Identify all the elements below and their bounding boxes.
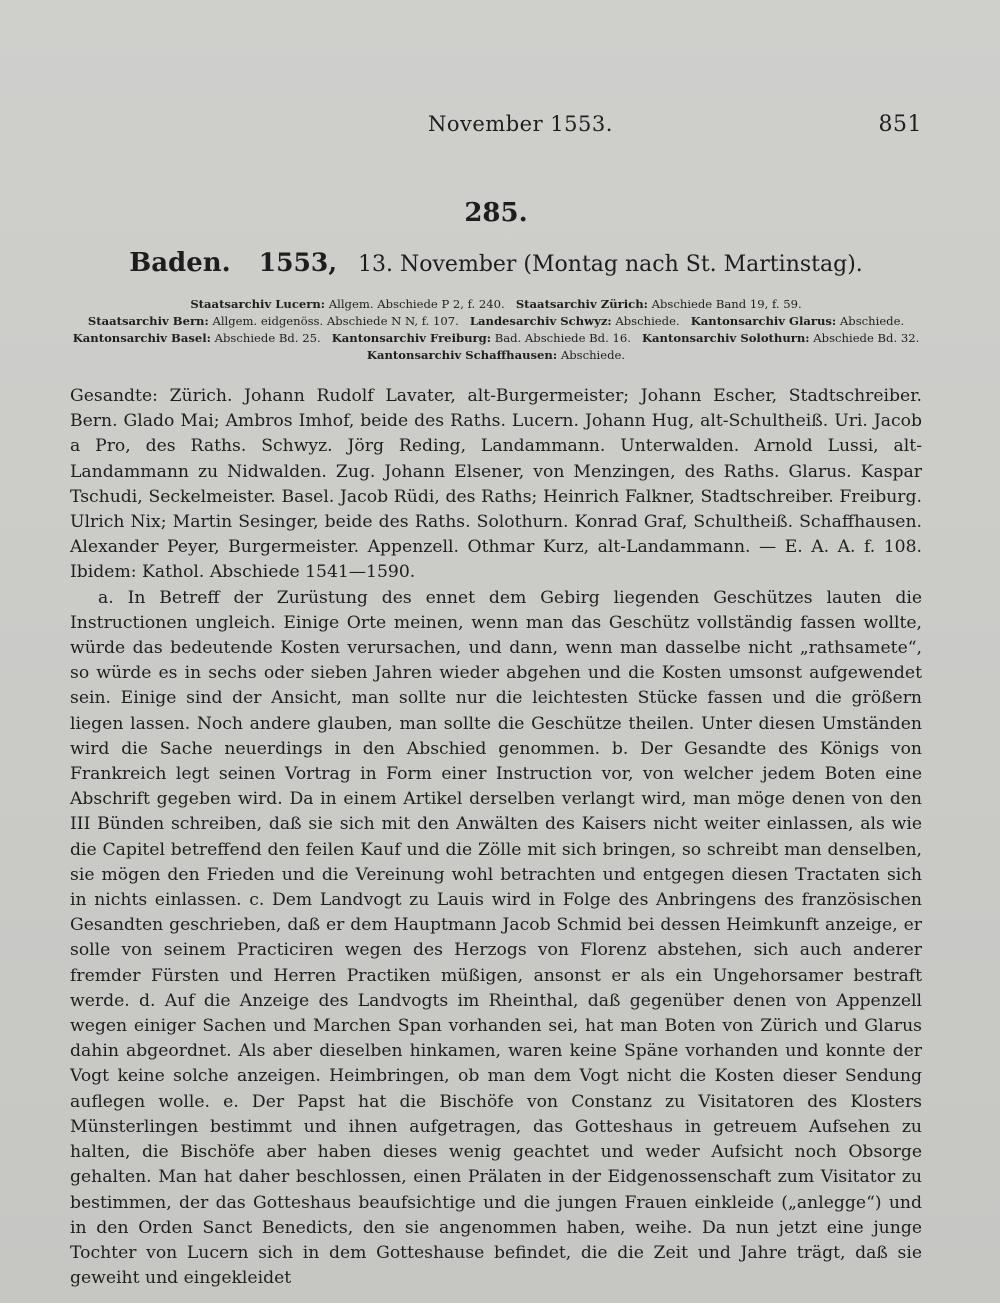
archive-ref: Abschiede. [560,348,626,362]
document-heading [70,248,922,278]
archive-ref: Abschiede Bd. 25. [214,331,321,345]
archive-name: Kantonsarchiv Basel: [72,331,211,345]
heading-year: 1553, [258,248,338,277]
running-head [70,112,922,152]
document-number: 285. [464,198,528,228]
archive-ref: Allgem. eidgenöss. Abschiede N N, f. 107. [212,314,459,328]
delegates-paragraph: Gesandte: Zürich. Johann Rudolf Lavater, alt-Burgermeister; Johann Escher, Stadtschreiber. Bern. Glado Mai; Ambros Imhof, beide des Raths. Lucern. Johann Hug, alt-Schultheiß. Uri. Jacob a Pro, des Raths. Schwyz. Jörg Reding, Landammann. Unterwalden. Arnold Lussi, alt-Landammann zu Nidwalden. Zug. Johann Elsener, von Menzingen, des Raths. Glarus. Kaspar Tschudi, Seckelmeister. Basel. Jacob Rüdi, des Raths; Heinrich Falkner, Stadtschreiber. Freiburg. Ulrich Nix; Martin Sesinger, beide des Raths. Solothurn. Konrad Graf, Schultheiß. Schaffhausen. Alexander Peyer, Burgermeister. Appenzell. Othmar Kurz, alt-Landammann. — E. A. A. f. 108. Ibidem: Kathol. Abschiede 1541—1590. [70,386,922,583]
running-title: November 1553. [428,112,613,136]
resolutions-paragraph: a. In Betreff der Zurüstung des ennet dem Gebirg liegenden Geschützes lauten die Instructionen ungleich. Einige Orte meinen, wenn man das Geschütz vollständig fassen wollte, würde das bedeutende Kosten verursachen, und dann, wenn man dasselbe nicht „rathsamete“, so würde es in sechs oder sieben Jahren wieder abgehen und die Kosten umsonst aufgewendet sein. Einige sind der Ansicht, man sollte nur die leichtesten Stücke fassen und die größern liegen lassen. Noch andere glauben, man sollte die Geschütze theilen. Unter diesen Umständen wird die Sache neuerdings in den Abschied genommen. b. Der Gesandte des Königs von Frankreich legt seinen Vortrag in Form einer Instruction vor, von welcher jedem Boten eine Abschrift gegeben wird. Da in einem Artikel derselben verlangt wird, man möge denen von den III Bünden schreiben, daß sie sich mit den Anwälten des Kaisers nicht weiter einlassen, als wie die Capitel betreffend den feilen Kauf und die Zölle mit sich bringen, so schreibt man denselben, sie mögen den Frieden und die Vereinung wohl betrachten und entgegen diesen Tractaten sich in nichts einlassen. c. Dem Landvogt zu Lauis wird in Folge des Anbringens des französischen Gesandten geschrieben, daß er dem Hauptmann Jacob Schmid bei dessen Heimkunft anzeige, er solle von seinem Practiciren wegen des Herzogs von Florenz abstehen, sich auch anderer fremder Fürsten und Herren Practiken müßigen, ansonst er als ein Ungehorsamer bestraft werde. d. Auf die Anzeige des Landvogts im Rheinthal, daß gegenüber denen von Appenzell wegen einiger Sachen und Marchen Span vorhanden sei, hat man Boten von Zürich und Glarus dahin abgeordnet. Als aber dieselben hinkamen, waren keine Späne vorhanden und konnte der Vogt keine solche anzeigen. Heimbringen, ob man dem Vogt nicht die Kosten dieser Sendung auflegen wolle. e. Der Papst hat die Bischöfe von Constanz zu Visitatoren des Klosters Münsterlingen bestimmt und ihnen aufgetragen, das Gotteshaus in getreuem Aufsehen zu halten, die Bischöfe aber haben dieses wenig geachtet und weder Aufsicht noch Obsorge gehalten. Man hat daher beschlossen, einen Prälaten in der Eidgenossenschaft zum Visitator zu bestimmen, der das Gotteshaus beaufsichtige und die jungen Frauen einkleide („anlegge“) und in den Orden Sanct Benedicts, den sie angenommen haben, weihe. Da nun jetzt eine junge Tochter von Lucern sich in dem Gotteshause befindet, die die Zeit und Jahre trägt, daß sie geweiht und eingekleidet [70,587,922,1289]
archive-name: Kantonsarchiv Freiburg: [331,331,491,345]
heading-date: 13. November (Montag nach St. Martinstag). [358,252,863,277]
archive-ref: Abschiede. [615,314,680,328]
archive-name: Kantonsarchiv Schaffhausen: [366,348,558,362]
archive-ref: Abschiede. [839,314,905,328]
page-number: 851 [878,112,922,137]
archive-name: Staatsarchiv Lucern: [190,297,326,311]
archive-ref: Abschiede Band 19, f. 59. [651,297,802,311]
source-line [70,296,922,313]
document-body [70,384,922,1291]
heading-place: Baden. [129,248,231,278]
archive-ref: Bad. Abschiede Bd. 16. [494,331,631,345]
archive-ref: Allgem. Abschiede P 2, f. 240. [328,297,505,311]
archive-name: Staatsarchiv Zürich: [515,297,648,311]
archive-name: Kantonsarchiv Solothurn: [641,331,810,345]
archive-name: Landesarchiv Schwyz: [469,314,612,328]
archive-ref: Abschiede Bd. 32. [813,331,920,345]
source-line [70,347,922,364]
source-line [70,330,922,347]
archive-name: Staatsarchiv Bern: [87,314,209,328]
archive-sources [70,296,922,364]
source-line [70,313,922,330]
archive-name: Kantonsarchiv Glarus: [690,314,837,328]
